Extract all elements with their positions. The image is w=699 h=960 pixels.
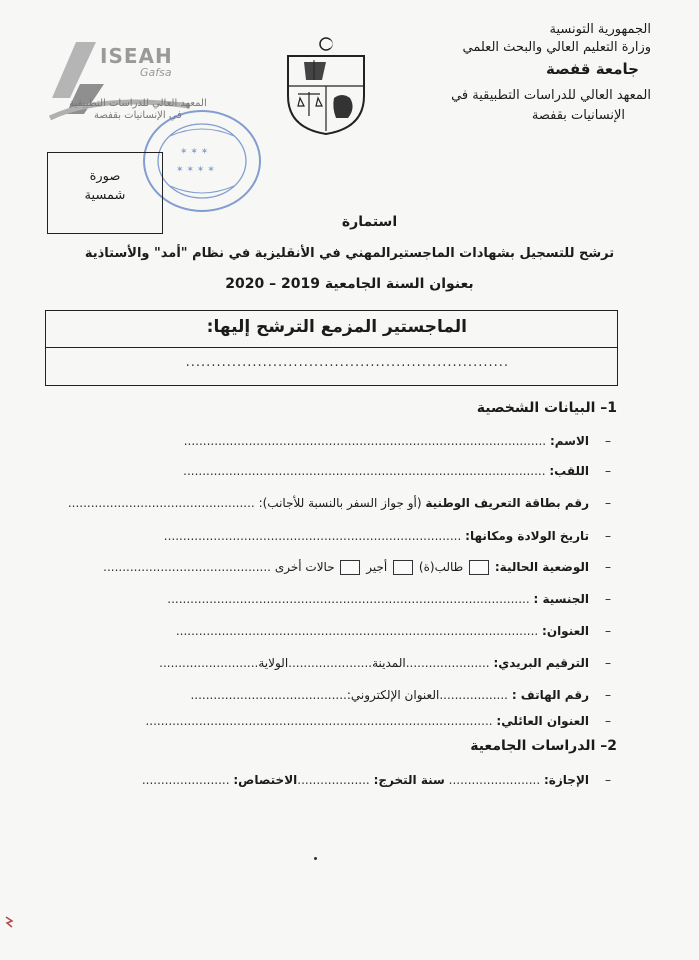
address-input[interactable]: ...............................................................................................	[175, 624, 539, 638]
student-checkbox[interactable]	[469, 560, 489, 575]
logo-arabic-line1: المعهد العالي للدراسات التطبيقية	[69, 98, 207, 109]
row-address: –العنوان: ...............................................................................................	[175, 624, 611, 638]
degree-input[interactable]: ........................	[448, 773, 541, 787]
row-status: –الوضعية الحالية: طالب(ة) أجير حالات أخرى ............................................	[103, 560, 611, 574]
master-label: الماجستير المزمع الترشح إليها:	[206, 317, 467, 337]
email-label: العنوان الإلكتروني:	[346, 688, 440, 702]
phone-input[interactable]: ..................	[439, 688, 508, 702]
surname-label: اللقب:	[549, 464, 589, 478]
status-other-label: حالات أخرى	[274, 560, 335, 574]
name-label: الاسم:	[549, 434, 589, 448]
family-address-input[interactable]: ...........................................................................................	[145, 714, 493, 728]
section2-title: 2– الدراسات الجامعية	[470, 738, 617, 754]
name-input[interactable]: ...............................................................................................	[183, 434, 547, 448]
logo-arabic-line2: في الإنسانيات بقفصة	[94, 110, 182, 121]
grad-year-label: سنة التخرج:	[373, 773, 445, 787]
form-subtitle: ترشح للتسجيل بشهادات الماجستيرالمهني في الأنقليزية في نظام "أمد" والأستاذية	[84, 246, 615, 261]
other-checkbox[interactable]	[340, 560, 360, 575]
email-input[interactable]: .........................................	[190, 688, 347, 702]
employee-checkbox[interactable]	[393, 560, 413, 575]
id-note: (أو جواز السفر بالنسبة للأجانب):	[258, 496, 422, 510]
city-input[interactable]: ......................	[288, 656, 373, 670]
state-input[interactable]: ..........................	[159, 656, 259, 670]
master-input[interactable]: ...............................................................	[185, 355, 509, 370]
status-other-input[interactable]: ............................................	[103, 560, 271, 574]
nationality-label: الجنسية :	[533, 592, 589, 606]
form-year: بعنوان السنة الجامعية 2019 – 2020	[225, 276, 474, 292]
birth-label: تاريخ الولادة ومكانها:	[465, 529, 589, 543]
specialty-label: الاختصاص:	[233, 773, 298, 787]
phone-label: رقم الهاتف :	[511, 688, 589, 702]
row-degree: –الإجازة: ........................ سنة التخرج: ...................الاختصاص: .......................	[141, 773, 611, 787]
city-label: المدينة	[372, 656, 406, 670]
birth-input[interactable]: ..............................................................................	[163, 529, 462, 543]
specialty-input[interactable]: .......................	[141, 773, 230, 787]
state-label: الولاية	[258, 656, 289, 670]
header-republic: الجمهورية التونسية	[549, 22, 651, 37]
photo-box-line2: شمسية	[84, 188, 126, 203]
grad-year-input[interactable]: ...................	[297, 773, 370, 787]
master-divider	[46, 347, 617, 348]
postal-label: الترقيم البريدي:	[493, 656, 589, 670]
row-postal: –الترقيم البريدي: ......................المدينة......................الولاية..........................	[159, 656, 611, 670]
header-university: جامعة قفصة	[545, 60, 639, 78]
photo-box-line1: صورة	[89, 169, 121, 184]
row-family-address: –العنوان العائلي: ...........................................................................................	[145, 714, 611, 728]
family-address-label: العنوان العائلي:	[496, 714, 589, 728]
row-id: –رقم بطاقة التعريف الوطنية (أو جواز السفر بالنسبة للأجانب): .................................................	[67, 496, 611, 510]
row-surname: –اللقب: ...............................................................................................	[183, 464, 611, 478]
id-input[interactable]: .................................................	[67, 496, 255, 510]
status-label: الوضعية الحالية:	[494, 560, 589, 574]
surname-input[interactable]: ...............................................................................................	[183, 464, 546, 478]
nationality-input[interactable]: ...............................................................................................	[167, 592, 530, 606]
address-label: العنوان:	[542, 624, 589, 638]
row-name: –الاسم: ...............................................................................................	[183, 434, 611, 448]
id-label: رقم بطاقة التعريف الوطنية	[425, 496, 589, 510]
header-ministry: وزارة التعليم العالي والبحث العلمي	[462, 40, 651, 55]
row-birth: –تاريخ الولادة ومكانها: ..............................................................................	[163, 529, 611, 543]
corner-mark-icon	[4, 915, 14, 929]
form-title: استمارة	[341, 214, 398, 230]
status-student-label: طالب(ة)	[418, 560, 464, 574]
row-phone: –رقم الهاتف : ..................العنوان الإلكتروني:.........................................	[190, 688, 611, 702]
tunisia-coat-of-arms-icon	[284, 36, 368, 136]
row-nationality: –الجنسية : ...............................................................................................	[167, 592, 611, 606]
svg-text:✶ ✶ ✶: ✶ ✶ ✶	[180, 147, 209, 157]
status-employee-label: أجير	[366, 560, 388, 574]
postal-input[interactable]: ......................	[405, 656, 490, 670]
svg-text:✶ ✶ ✶ ✶: ✶ ✶ ✶ ✶	[176, 165, 215, 175]
header-institute-line1: المعهد العالي للدراسات التطبيقية في	[451, 88, 651, 103]
master-box	[45, 310, 618, 386]
stray-dot	[314, 857, 317, 860]
logo-name: ISEAH	[100, 44, 173, 68]
degree-label: الإجازة:	[544, 773, 589, 787]
section1-title: 1– البيانات الشخصية	[476, 400, 617, 416]
header-institute-line2: الإنسانيات بقفصة	[531, 108, 625, 123]
logo-city: Gafsa	[140, 66, 172, 79]
